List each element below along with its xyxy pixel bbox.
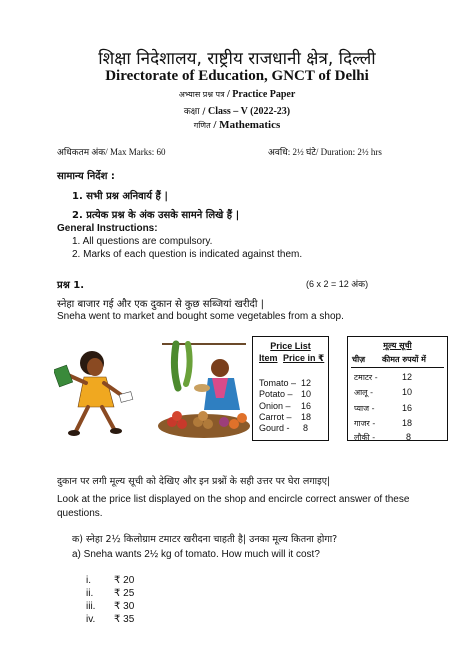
subject-line <box>0 119 474 131</box>
price-list-item-price: 10 <box>301 389 312 399</box>
price-list-hi-item-price: 10 <box>402 387 413 397</box>
question-intro-en: Sneha went to market and bought some vegetables from a shop. <box>57 311 344 322</box>
look-instruction-en-1: Look at the price list displayed on the shop and encircle correct answer of these <box>57 494 410 505</box>
price-list-hi-item-name: गाजर - <box>354 419 376 428</box>
price-list-item-name: Gourd - <box>259 423 290 433</box>
price-list-hi-header-price: कीमत रुपयों में <box>382 355 426 364</box>
hindi-title: शिक्षा निदेशालय, राष्ट्रीय राजधानी क्षेत्र, दिल्ली <box>98 49 376 69</box>
question-intro-hi: स्नेहा बाजार गई और एक दुकान से कुछ सब्जियां खरीदी | <box>57 299 264 310</box>
max-marks: अधिकतम अंक/ Max Marks: 60 <box>57 147 166 157</box>
sneha-illustration <box>54 345 136 440</box>
price-list-hi-item-price: 16 <box>402 403 413 413</box>
look-instruction-en-2: questions. <box>57 508 103 519</box>
price-list-item-price: 8 <box>303 423 309 433</box>
price-list-hi-header-rule <box>351 367 444 368</box>
price-list-hindi <box>347 336 448 441</box>
duration: अवधि: 2½ घंटे/ Duration: 2½ hrs <box>268 147 382 157</box>
price-list-hi-item-name: आलू - <box>354 388 374 397</box>
price-list-header-item: Item <box>259 353 278 363</box>
question-label: प्रश्न 1. <box>57 280 84 291</box>
option-value[interactable]: ₹ 20 <box>114 575 135 586</box>
price-list-hi-title: मूल्य सूची <box>383 341 412 350</box>
price-list-hi-header-item: चीज़ <box>352 355 366 364</box>
instructions-hi-item: 1. सभी प्रश्न अनिवार्य हैं | <box>72 191 168 202</box>
sub-question-hi: क) स्नेहा 2½ किलोग्राम टमाटर खरीदना चाहती है| उनका मूल्य कितना होगा? <box>72 534 338 545</box>
class-english: Class – V (2022-23) <box>207 106 291 117</box>
option-number: ii. <box>86 588 94 599</box>
price-list-hi-item-price: 8 <box>406 432 412 442</box>
subject-english: / Mathematics <box>213 119 281 131</box>
option-number: iv. <box>86 614 96 625</box>
price-list-hi-item-price: 12 <box>402 372 413 382</box>
paper-english: / Practice Paper <box>227 89 296 100</box>
paper-hindi: अभ्यास प्रश्न पत्र <box>178 90 225 99</box>
price-list-item-price: 18 <box>301 412 312 422</box>
option-value[interactable]: ₹ 25 <box>114 588 135 599</box>
price-list-hi-item-name: टमाटर - <box>354 373 378 382</box>
english-title: Directorate of Education, GNCT of Delhi <box>105 68 369 84</box>
question-marks: (6 x 2 = 12 अंक) <box>306 279 369 289</box>
price-list-header-price: Price in ₹ <box>283 353 325 363</box>
class-hindi: कक्षा / <box>183 107 206 117</box>
price-list-item-name: Potato – <box>259 389 293 399</box>
option-number: iii. <box>86 601 96 612</box>
price-list-item-price: 12 <box>301 378 312 388</box>
sub-question-en: a) Sneha wants 2½ kg of tomato. How much will it cost? <box>72 549 320 560</box>
price-list-hi-item-name: प्याज - <box>354 404 375 413</box>
option-value[interactable]: ₹ 30 <box>114 601 135 612</box>
price-list-title: Price List <box>270 341 311 351</box>
instructions-hi-heading: सामान्य निर्देश : <box>57 171 115 182</box>
price-list-item-name: Carrot – <box>259 412 292 422</box>
paper-line <box>0 89 474 100</box>
price-list-item-price: 16 <box>301 401 312 411</box>
subject-hindi: गणित <box>193 121 211 130</box>
price-list-hi-item-name: लौकी - <box>354 433 376 442</box>
option-number: i. <box>86 575 91 586</box>
class-line <box>0 104 474 117</box>
instructions-en-item: 2. Marks of each question is indicated against them. <box>72 249 303 260</box>
look-instruction-hi: दुकान पर लगी मूल्य सूची को देखिए और इन प्रश्नों के सही उत्तर पर घेरा लगाइए| <box>57 476 331 487</box>
instructions-en-item: 1. All questions are compulsory. <box>72 236 213 247</box>
price-list-item-name: Tomato – <box>259 378 297 388</box>
price-list-item-name: Onion – <box>259 401 291 411</box>
price-list-english <box>252 336 329 441</box>
instructions-en-heading: General Instructions: <box>57 223 158 234</box>
price-list-hi-item-price: 18 <box>402 418 413 428</box>
instructions-hi-item: 2. प्रत्येक प्रश्न के अंक उसके सामने लिखे हैं | <box>72 210 240 221</box>
option-value[interactable]: ₹ 35 <box>114 614 135 625</box>
vegetable-shop-illustration <box>158 338 250 438</box>
